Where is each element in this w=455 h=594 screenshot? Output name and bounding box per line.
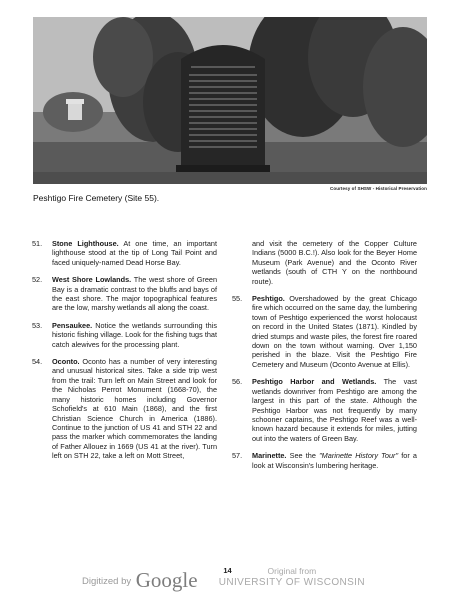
entry-number: 52. [32, 275, 43, 285]
right-column [232, 239, 417, 478]
entry-number: 57. [232, 451, 243, 461]
entry-number: 51. [32, 239, 43, 248]
entry-number: 53. [32, 320, 43, 330]
entry-title: West Shore Lowlands. [52, 275, 132, 285]
site-entry-51 [32, 239, 217, 267]
entry-body [52, 321, 217, 349]
photo-credit: Courtesy of SHSW - Historical Preservation [330, 186, 427, 191]
entry-title: Peshtigo. [252, 294, 285, 304]
google-logo: Google [135, 568, 198, 592]
original-from-label: Original from [267, 566, 317, 576]
entry-text: Notice the wetlands surrounding this historic fishing village. Look for the fishing tugs that catch alewives for the processing plant. [52, 320, 217, 349]
site-entry-55 [232, 294, 417, 369]
entry-body [52, 239, 217, 267]
site-entry-53 [32, 321, 217, 349]
original-from-watermark [219, 566, 365, 588]
cemetery-photo [33, 17, 427, 184]
entry-text: Overshadowed by the great Chicago fire which occurred on the same day, the lumbering town of Peshtigo experienced the worst holocaust on record in the United States (1871). Kindled by dried stumps and waste piles, the forest fire roared down on the town without warning. Over 1,150 perished in the blaze. Visit the Peshtigo Fire Cemetery and Museum (Oconto Avenue at Ellis). [252, 294, 417, 369]
entry-text: The west shore of Green Bay is a dramatic contrast to the bluffs and bays of the east shore. The major topographical features are the low, marshy wetlands all along the coast. [52, 275, 217, 313]
entry-54-continuation: and visit the cemetery of the Copper Culture Indians (5000 B.C.!). Also look for the Beyer Home Museum (Park Avenue) and the Oconto River wetlands (south of CTH Y on the northbound route). [252, 239, 417, 286]
left-column [32, 239, 217, 469]
entry-text: At one time, an important lighthouse stood at the tip of Long Tail Point and faced uniquely-named Dead Horse Bay. [52, 239, 217, 267]
tour-reference: "Marinette History Tour" [319, 451, 399, 461]
entry-body [52, 275, 217, 313]
site-entry-54 [32, 357, 217, 460]
entry-title: Oconto. [52, 357, 80, 367]
photo-caption: Peshtigo Fire Cemetery (Site 55). [33, 193, 160, 203]
entry-body [252, 451, 417, 470]
entry-text: Oconto has a number of very interesting and unusual historical sites. Take a side trip west from the trail: Turn left on Main Street and look for the Nicholas Perrot Monument (1668-70), the many historic homes including Governor Schofield's at 610 Main (1868), and the first Christian Science Church in America (1886). Continue to the junction of US 41 and STH 22 and pass the marker which commemorates the landing of Father Allouez in 1669 (US 41 at the river). Turn left on STH 22, take a left on Mott Street, [52, 357, 217, 461]
entry-text: The vast wetlands downriver from Peshtigo are among the largest in this part of the state. Although the Peshtigo Harbor was not frequently by many schooner captains, the Peshtigo Reef was a well-known hazard because it extends for miles, jutting out into the waters of Green Bay. [252, 377, 417, 443]
entry-text: See the [286, 451, 320, 461]
site-entry-56 [232, 377, 417, 443]
entry-body [252, 294, 417, 369]
entry-number: 56. [232, 377, 243, 387]
page-number: 14 [223, 566, 232, 575]
entry-body [52, 357, 217, 460]
entry-text-after: for a look at Wisconsin's lumbering heritage. [252, 451, 417, 470]
entry-title: Pensaukee. [52, 320, 93, 330]
site-entry-52 [32, 275, 217, 313]
entry-number: 54. [32, 357, 43, 367]
source-institution: UNIVERSITY OF WISCONSIN [218, 577, 365, 588]
site-entry-57 [232, 451, 417, 470]
digitized-prefix: Digitized by [82, 576, 132, 587]
entry-title: Peshtigo Harbor and Wetlands. [252, 377, 377, 387]
entry-title: Stone Lighthouse. [52, 239, 119, 248]
entry-body [252, 377, 417, 443]
entry-title: Marinette. [252, 451, 287, 461]
entry-number: 55. [232, 294, 243, 304]
